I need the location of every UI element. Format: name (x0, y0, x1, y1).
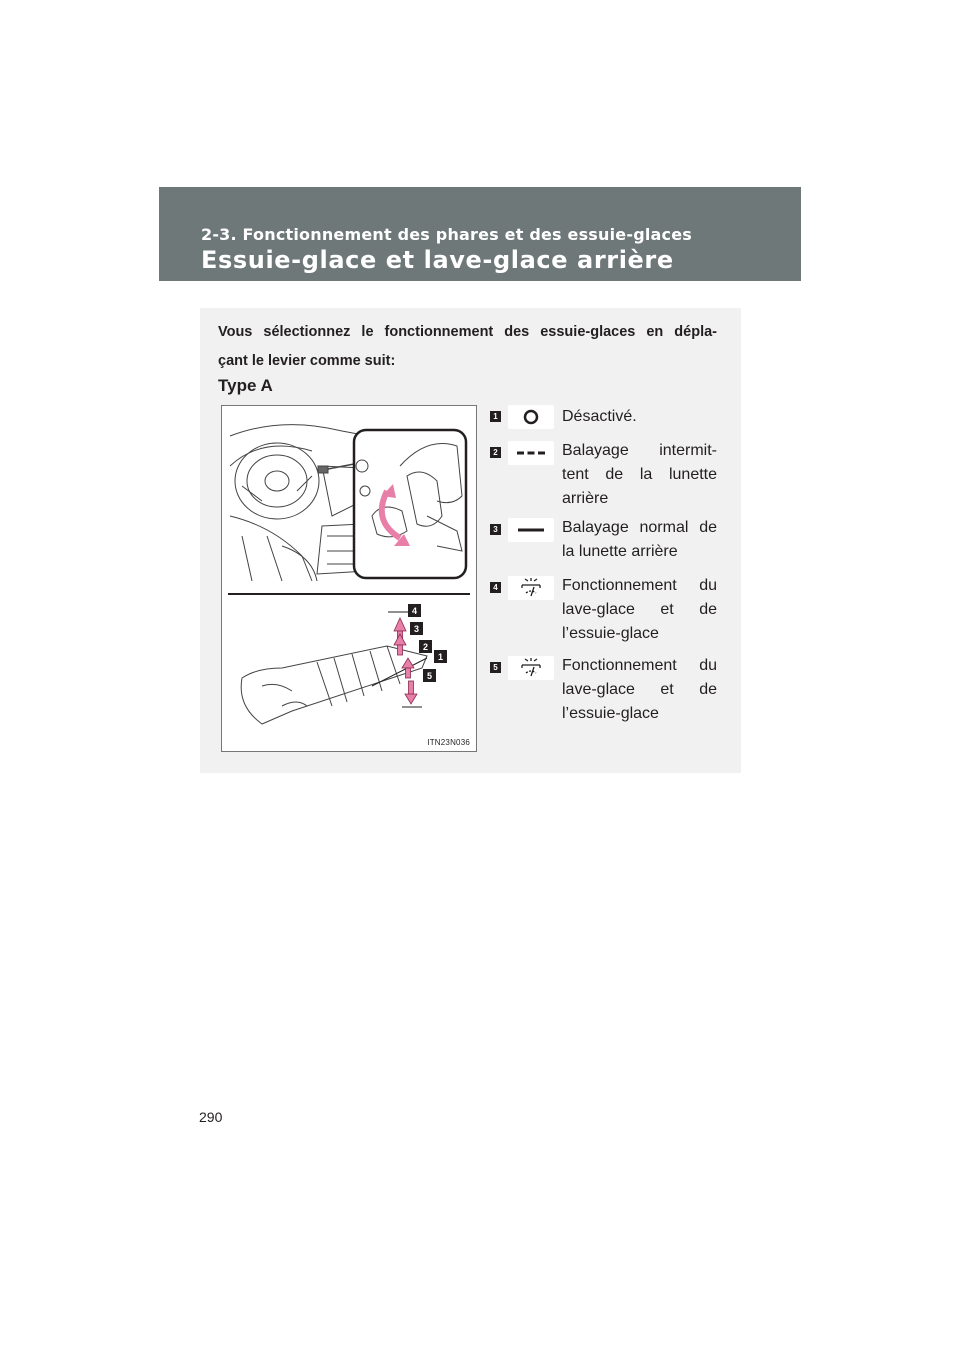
page-title: Essuie-glace et lave-glace arrière (201, 246, 674, 274)
legend-line: lave-glace et de (562, 681, 717, 698)
legend-line: la lunette arrière (562, 543, 678, 560)
callout-3: 3 (413, 624, 420, 634)
callout-2: 2 (422, 642, 429, 652)
washer-icon (508, 656, 554, 680)
callout-1: 1 (437, 652, 444, 662)
off-circle-icon (508, 405, 554, 429)
lever-drawing (222, 406, 476, 751)
content-box (200, 308, 741, 773)
number-badge: 5 (490, 662, 501, 673)
legend-line: l’essuie-glace (562, 705, 659, 722)
legend-line: lave-glace et de (562, 601, 717, 618)
washer-icon (508, 576, 554, 600)
legend-line: tent de la lunette (562, 466, 717, 483)
figure-code: ITN23N036 (427, 738, 470, 747)
intro-text (218, 318, 717, 376)
legend-text (562, 574, 717, 646)
legend-line: Fonctionnement du (562, 577, 717, 594)
legend-text (562, 405, 717, 429)
wiper-lever-illustration (221, 405, 477, 752)
intro-line-1: Vous sélectionnez le fonctionnement des essuie-glaces en dépla- (218, 324, 717, 340)
callout-5: 5 (426, 671, 433, 681)
number-badge: 3 (490, 524, 501, 535)
legend-text (562, 654, 717, 726)
callout-4: 4 (411, 606, 418, 616)
section-label: 2-3. Fonctionnement des phares et des essuie-glaces (201, 225, 692, 244)
legend-text (562, 516, 717, 564)
legend-text (562, 439, 717, 511)
legend-line: l’essuie-glace (562, 625, 659, 642)
legend-line: Balayage normal de (562, 519, 717, 536)
legend-line: arrière (562, 490, 609, 507)
number-badge: 2 (490, 447, 501, 458)
legend-line: Balayage intermit- (562, 442, 717, 459)
intro-line-2: çant le levier comme suit: (218, 353, 396, 369)
page-number: 290 (199, 1109, 223, 1125)
number-badge: 1 (490, 411, 501, 422)
intermittent-dashes-icon (508, 441, 554, 465)
number-badge: 4 (490, 582, 501, 593)
header-band (159, 187, 801, 281)
legend-line: Désactivé. (562, 408, 637, 425)
legend-line: Fonctionnement du (562, 657, 717, 674)
type-heading: Type A (218, 376, 273, 395)
normal-bar-icon (508, 518, 554, 542)
